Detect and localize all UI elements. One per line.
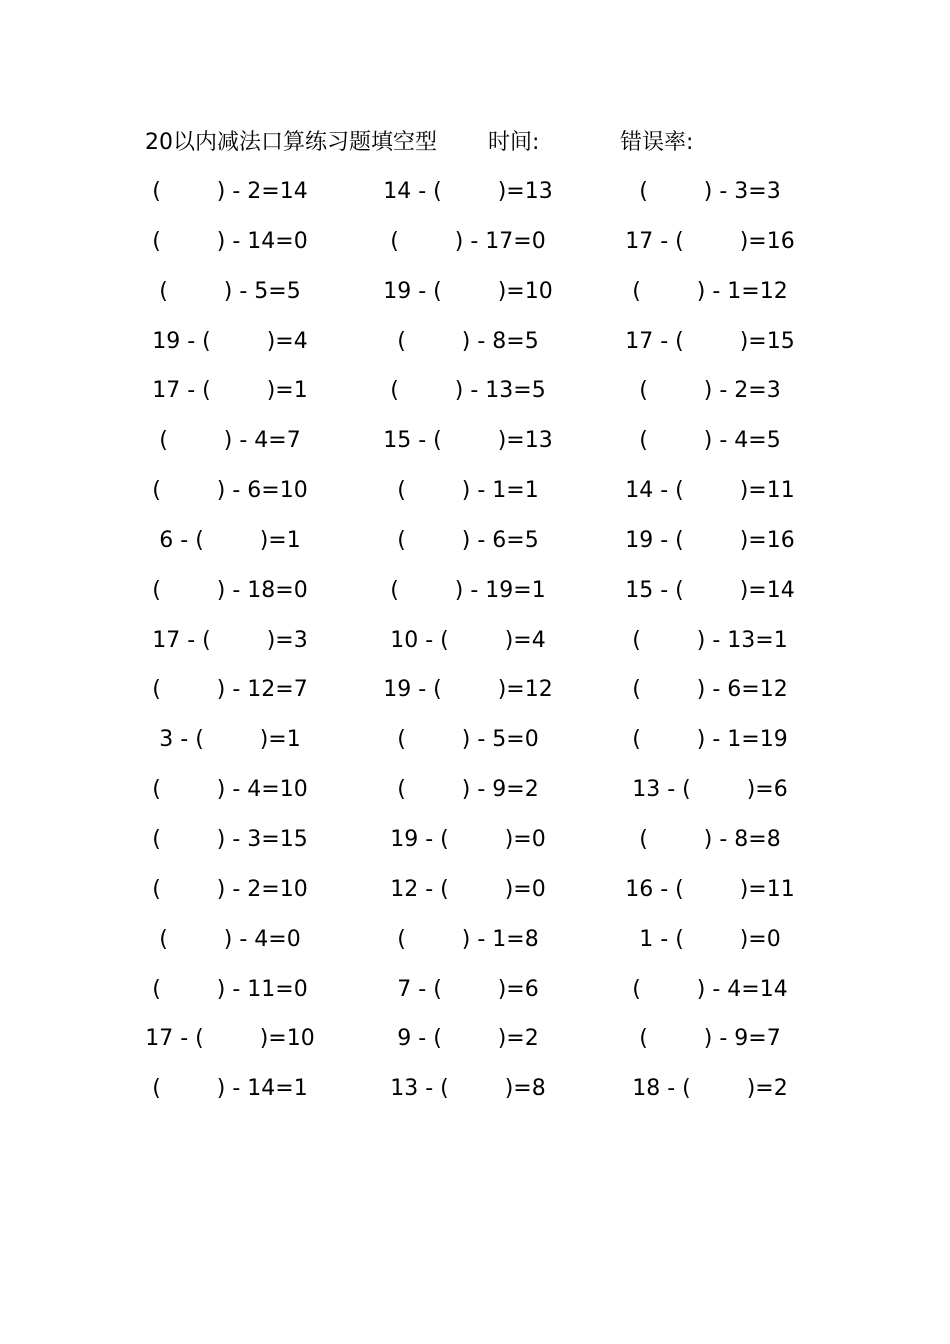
problem-item: ( ) - 8=5 xyxy=(397,328,539,354)
problem-item: 13 - ( )=8 xyxy=(390,1076,546,1102)
problem-item: ( ) - 2=3 xyxy=(639,378,781,404)
problem-grid xyxy=(0,175,950,1122)
problem-item: ( ) - 3=15 xyxy=(152,826,308,852)
problem-item: ( ) - 18=0 xyxy=(152,577,308,603)
problem-item: 19 - ( )=4 xyxy=(152,328,308,354)
problem-row xyxy=(0,723,950,773)
problem-item: ( ) - 14=1 xyxy=(152,1076,308,1102)
problem-item: 17 - ( )=3 xyxy=(152,627,308,653)
time-label: 时间: xyxy=(488,130,540,155)
problem-row xyxy=(0,325,950,375)
problem-row xyxy=(0,624,950,674)
problem-item: 19 - ( )=12 xyxy=(383,677,553,703)
problem-item: 15 - ( )=13 xyxy=(383,428,553,454)
problem-item: ( ) - 6=12 xyxy=(632,677,788,703)
problem-item: ( ) - 1=12 xyxy=(632,278,788,304)
problem-item: ( ) - 9=7 xyxy=(639,1026,781,1052)
problem-row xyxy=(0,374,950,424)
problem-item: ( ) - 13=1 xyxy=(632,627,788,653)
problem-item: 19 - ( )=16 xyxy=(625,527,795,553)
problem-item: 10 - ( )=4 xyxy=(390,627,546,653)
problem-item: ( ) - 4=5 xyxy=(639,428,781,454)
problem-item: 17 - ( )=16 xyxy=(625,228,795,254)
problem-item: ( ) - 11=0 xyxy=(152,976,308,1002)
problem-item: ( ) - 5=0 xyxy=(397,727,539,753)
problem-item: ( ) - 19=1 xyxy=(390,577,546,603)
problem-item: 14 - ( )=13 xyxy=(383,179,553,204)
problem-row xyxy=(0,474,950,524)
problem-item: ( ) - 4=14 xyxy=(632,976,788,1002)
problem-item: ( ) - 4=7 xyxy=(159,428,301,454)
problem-item: ( ) - 12=7 xyxy=(152,677,308,703)
problem-item: ( ) - 13=5 xyxy=(390,378,546,404)
problem-row xyxy=(0,225,950,275)
problem-item: 12 - ( )=0 xyxy=(390,876,546,902)
problem-row xyxy=(0,973,950,1023)
problem-row xyxy=(0,823,950,873)
problem-row xyxy=(0,873,950,923)
problem-item: ( ) - 6=10 xyxy=(152,478,308,504)
problem-row xyxy=(0,574,950,624)
error-rate-label: 错误率: xyxy=(620,130,694,155)
problem-row xyxy=(0,524,950,574)
problem-item: ( ) - 9=2 xyxy=(397,777,539,803)
problem-item: 19 - ( )=10 xyxy=(383,278,553,304)
problem-row xyxy=(0,1022,950,1072)
problem-row xyxy=(0,773,950,823)
problem-item: 1 - ( )=0 xyxy=(639,926,781,952)
problem-row xyxy=(0,1072,950,1122)
problem-item: ( ) - 8=8 xyxy=(639,826,781,852)
problem-item: ( ) - 4=0 xyxy=(159,926,301,952)
problem-item: ( ) - 1=19 xyxy=(632,727,788,753)
problem-item: 17 - ( )=15 xyxy=(625,328,795,354)
problem-item: 17 - ( )=10 xyxy=(145,1026,315,1052)
problem-item: ( ) - 5=5 xyxy=(159,278,301,304)
problem-item: 17 - ( )=1 xyxy=(152,378,308,404)
problem-row xyxy=(0,424,950,474)
problem-item: ( ) - 14=0 xyxy=(152,228,308,254)
problem-item: 14 - ( )=11 xyxy=(625,478,795,504)
problem-item: 18 - ( )=2 xyxy=(632,1076,788,1102)
problem-item: 6 - ( )=1 xyxy=(159,527,301,553)
worksheet-header xyxy=(0,128,950,158)
problem-item: 19 - ( )=0 xyxy=(390,826,546,852)
problem-item: ( ) - 2=14 xyxy=(152,179,308,204)
problem-row xyxy=(0,175,950,225)
problem-item: 7 - ( )=6 xyxy=(397,976,539,1002)
problem-item: 15 - ( )=14 xyxy=(625,577,795,603)
worksheet-title: 20以内减法口算练习题填空型 xyxy=(145,130,437,155)
problem-item: 16 - ( )=11 xyxy=(625,876,795,902)
problem-item: ( ) - 3=3 xyxy=(639,179,781,204)
problem-item: 9 - ( )=2 xyxy=(397,1026,539,1052)
problem-row xyxy=(0,923,950,973)
problem-item: 13 - ( )=6 xyxy=(632,777,788,803)
problem-item: 3 - ( )=1 xyxy=(159,727,301,753)
problem-item: ( ) - 4=10 xyxy=(152,777,308,803)
problem-item: ( ) - 6=5 xyxy=(397,527,539,553)
problem-row xyxy=(0,673,950,723)
problem-item: ( ) - 17=0 xyxy=(390,228,546,254)
problem-item: ( ) - 1=1 xyxy=(397,478,539,504)
problem-item: ( ) - 1=8 xyxy=(397,926,539,952)
problem-item: ( ) - 2=10 xyxy=(152,876,308,902)
problem-row xyxy=(0,275,950,325)
